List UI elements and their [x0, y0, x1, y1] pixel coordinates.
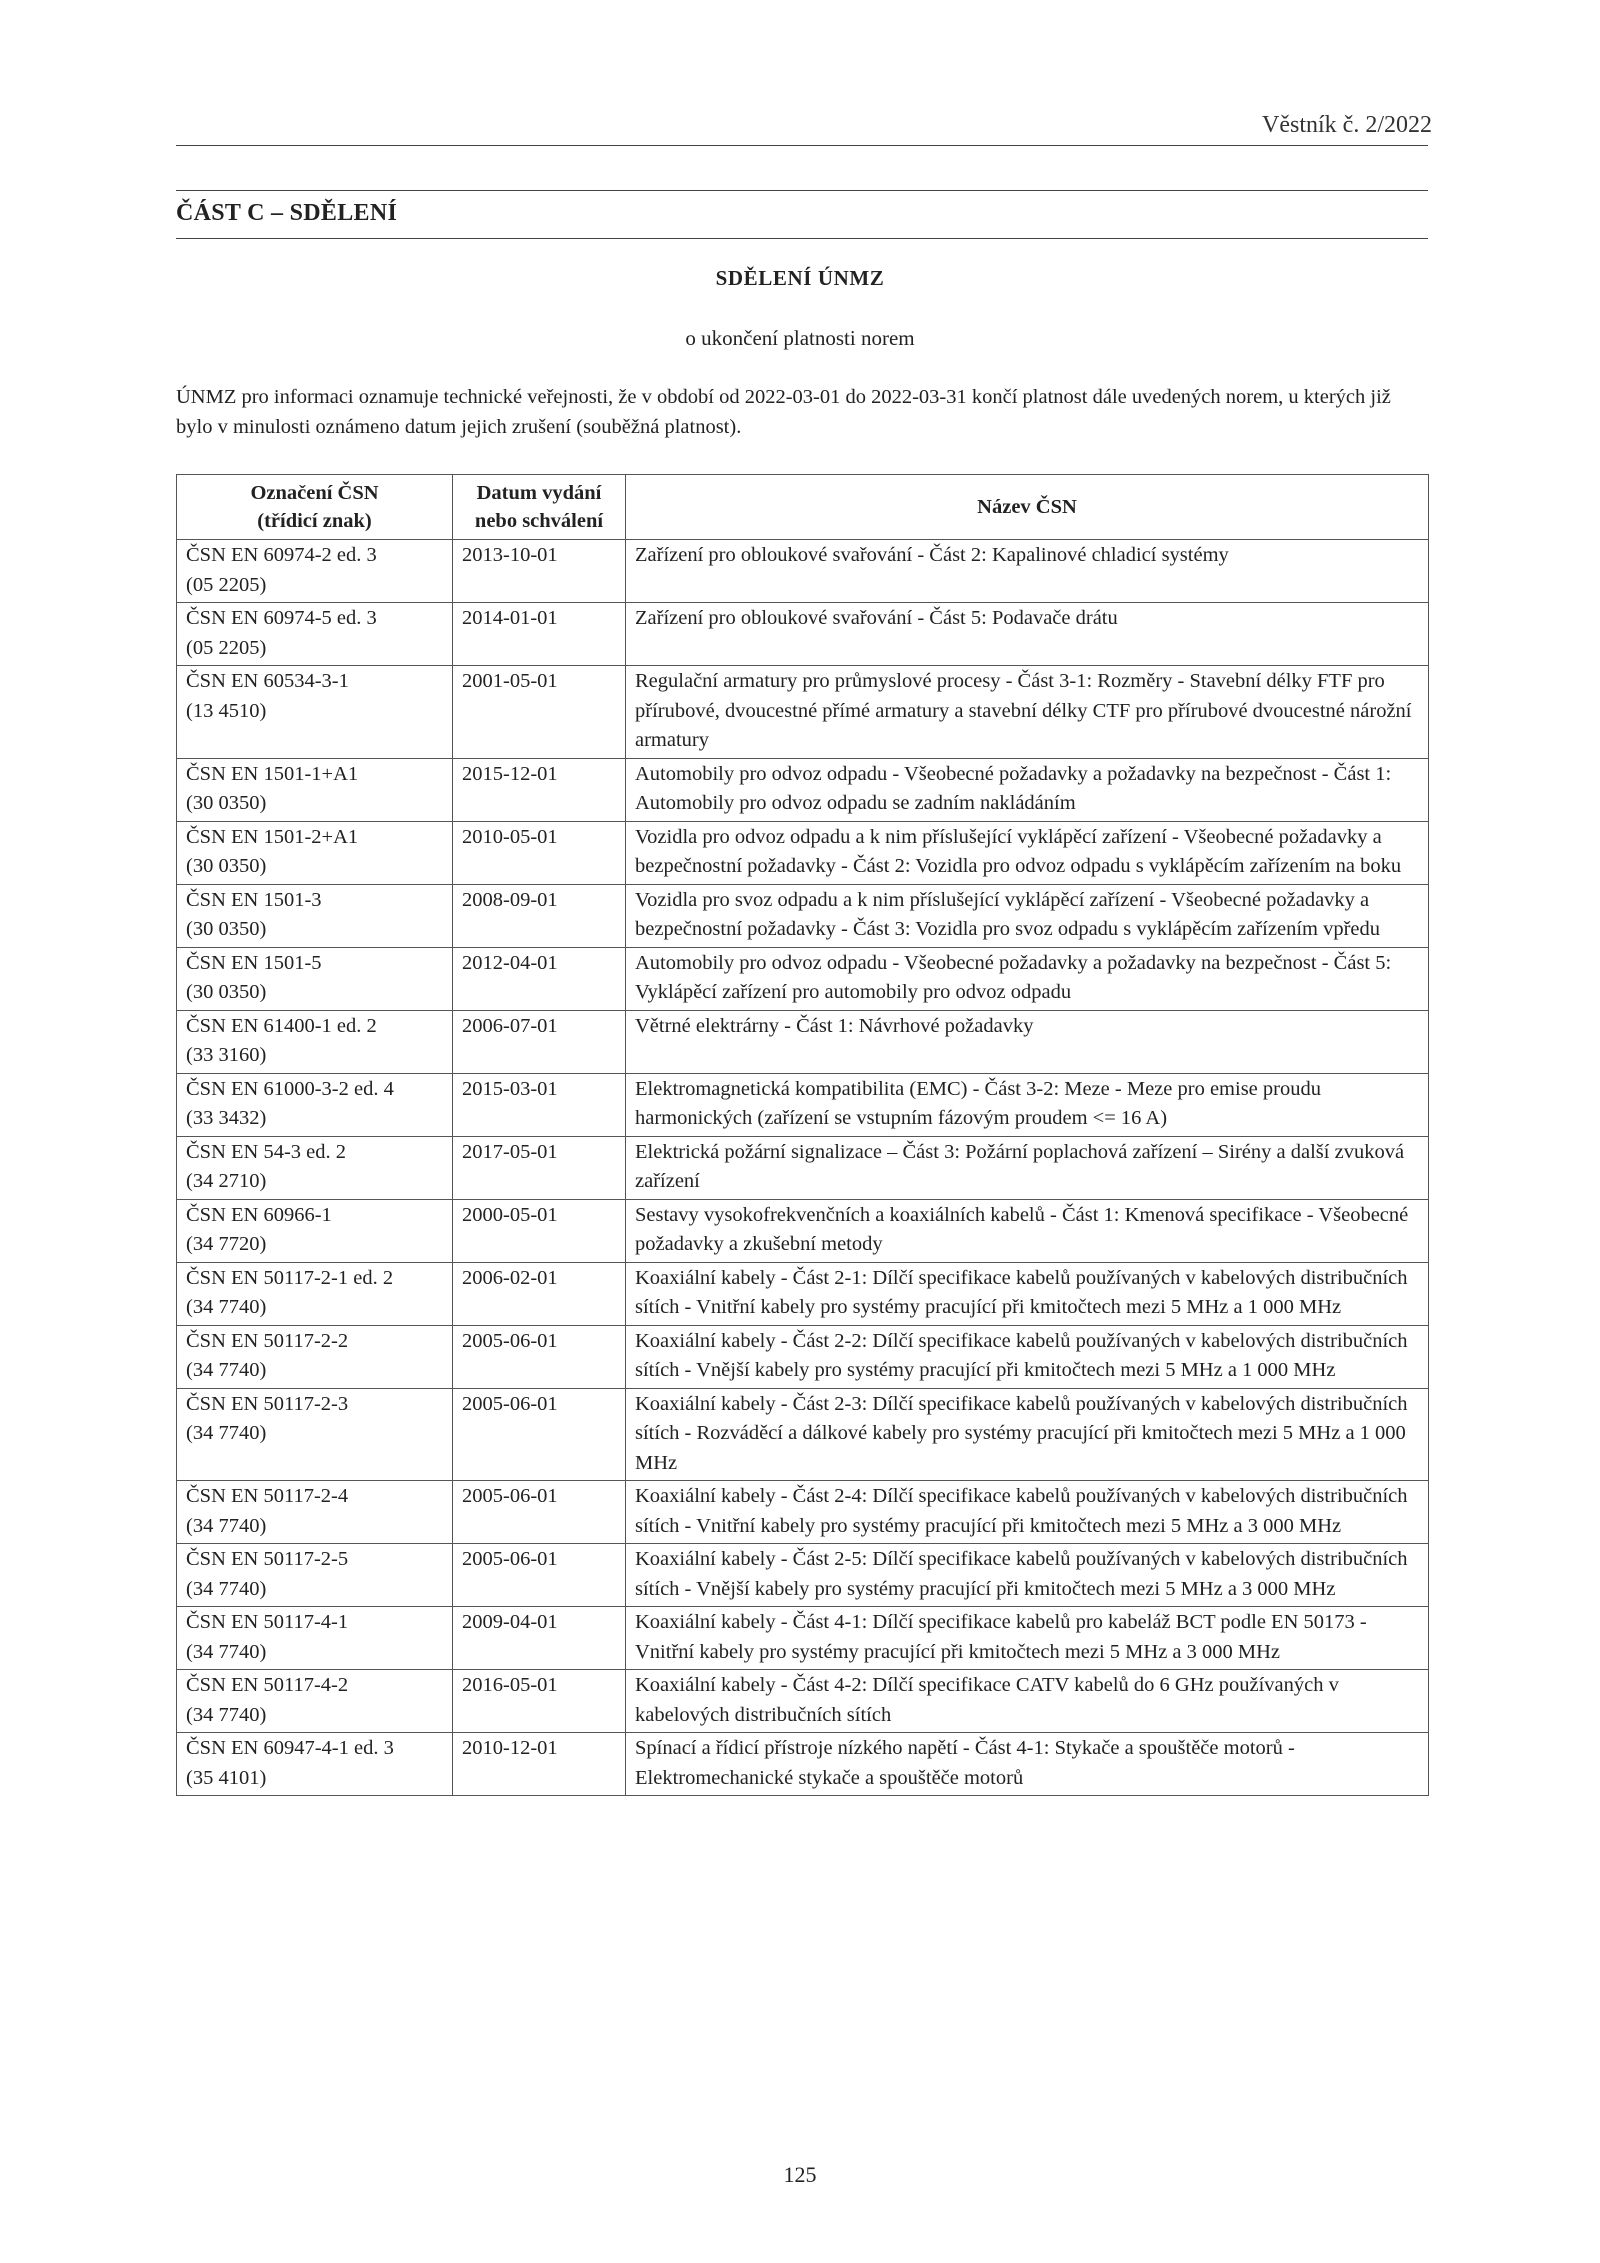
norm-title-cell: Koaxiální kabely - Část 2-1: Dílčí specifikace kabelů používaných v kabelových distribučních sítích - Vnitřní kabely pro systémy pracující při kmitočtech mezi 5 MHz a 1 000 MHz [626, 1262, 1429, 1325]
table-row [177, 1607, 1429, 1670]
table-row [177, 758, 1429, 821]
table-row [177, 666, 1429, 759]
designation-cell [177, 1607, 453, 1670]
classification-code: (05 2205) [186, 573, 267, 596]
issue-date-cell: 2015-12-01 [453, 758, 626, 821]
section-top-rule [176, 190, 1428, 191]
norm-code: ČSN EN 1501-5 [186, 951, 322, 974]
table-row [177, 1199, 1429, 1262]
norm-title-cell: Elektrická požární signalizace – Část 3: Požární poplachová zařízení – Sirény a další zvuková zařízení [626, 1136, 1429, 1199]
designation-cell [177, 1262, 453, 1325]
table-row [177, 1010, 1429, 1073]
issue-date-cell: 2012-04-01 [453, 947, 626, 1010]
norm-code: ČSN EN 60947-4-1 ed. 3 [186, 1737, 394, 1759]
norm-title-cell: Automobily pro odvoz odpadu - Všeobecné požadavky a požadavky na bezpečnost - Část 5: Vyklápěcí zařízení pro automobily pro odvoz odpadu [626, 947, 1429, 1010]
issue-date-cell: 2006-07-01 [453, 1010, 626, 1073]
header-designation-line2: (třídicí znak) [257, 510, 372, 532]
table-row [177, 1136, 1429, 1199]
norm-code: ČSN EN 1501-3 [186, 888, 322, 911]
header-rule [176, 145, 1428, 146]
norm-code: ČSN EN 50117-2-5 [186, 1548, 349, 1570]
norm-title-cell: Regulační armatury pro průmyslové procesy - Část 3-1: Rozměry - Stavební délky FTF pro přírubové, dvoucestné přímé armatury a stavební délky CTF pro přírubové dvoucestné nárožní armatury [626, 666, 1429, 759]
classification-code: (30 0350) [186, 855, 267, 877]
issue-date-cell: 2001-05-01 [453, 666, 626, 759]
classification-code: (34 7740) [186, 1359, 267, 1381]
issue-date-cell: 2005-06-01 [453, 1388, 626, 1481]
bulletin-header: Věstník č. 2/2022 [1262, 112, 1432, 138]
norm-title-cell: Zařízení pro obloukové svařování - Část 2: Kapalinové chladicí systémy [626, 540, 1429, 603]
issue-date-cell: 2013-10-01 [453, 540, 626, 603]
issue-date-cell: 2017-05-01 [453, 1136, 626, 1199]
table-row [177, 1481, 1429, 1544]
norm-title-cell: Koaxiální kabely - Část 2-5: Dílčí specifikace kabelů používaných v kabelových distribučních sítích - Vnější kabely pro systémy pracující při kmitočtech mezi 5 MHz a 3 000 MHz [626, 1544, 1429, 1607]
classification-code: (34 7740) [186, 1640, 267, 1663]
norm-code: ČSN EN 61400-1 ed. 2 [186, 1014, 377, 1037]
norm-code: ČSN EN 50117-4-2 [186, 1674, 349, 1696]
table-row [177, 1544, 1429, 1607]
page-number: 125 [783, 2162, 817, 2187]
designation-cell [177, 1733, 453, 1796]
norm-title-cell: Koaxiální kabely - Část 2-4: Dílčí specifikace kabelů používaných v kabelových distribučních sítích - Vnitřní kabely pro systémy pracující při kmitočtech mezi 5 MHz a 3 000 MHz [626, 1481, 1429, 1544]
norm-title-cell: Koaxiální kabely - Část 4-1: Dílčí specifikace kabelů pro kabeláž BCT podle EN 50173 - Vnitřní kabely pro systémy pracující při kmitočtech mezi 5 MHz a 3 000 MHz [626, 1607, 1429, 1670]
issue-date-cell: 2005-06-01 [453, 1481, 626, 1544]
table-row [177, 1073, 1429, 1136]
norm-code: ČSN EN 50117-2-4 [186, 1485, 349, 1507]
classification-code: (34 7720) [186, 1233, 267, 1255]
designation-cell [177, 821, 453, 884]
norm-title-cell: Vozidla pro odvoz odpadu a k nim příslušející vyklápěcí zařízení - Všeobecné požadavky a bezpečnostní požadavky - Část 2: Vozidla pro odvoz odpadu s vyklápěcím zařízením na boku [626, 821, 1429, 884]
header-name: Název ČSN [626, 475, 1429, 540]
designation-cell [177, 540, 453, 603]
norm-code: ČSN EN 60534-3-1 [186, 670, 349, 692]
classification-code: (34 2710) [186, 1170, 267, 1192]
norm-code: ČSN EN 61000-3-2 ed. 4 [186, 1077, 394, 1100]
table-header-row [177, 475, 1429, 540]
norm-code: ČSN EN 60974-2 ed. 3 [186, 544, 377, 566]
designation-cell [177, 666, 453, 759]
norm-title-cell: Koaxiální kabely - Část 2-2: Dílčí specifikace kabelů používaných v kabelových distribučních sítích - Vnější kabely pro systémy pracující při kmitočtech mezi 5 MHz a 1 000 MHz [626, 1325, 1429, 1388]
issue-date-cell: 2010-05-01 [453, 821, 626, 884]
norm-title-cell: Automobily pro odvoz odpadu - Všeobecné požadavky a požadavky na bezpečnost - Část 1: Automobily pro odvoz odpadu se zadním nakládáním [626, 758, 1429, 821]
issue-date-cell: 2005-06-01 [453, 1544, 626, 1607]
notice-intro: ÚNMZ pro informaci oznamuje technické veřejnosti, že v období od 2022-03-01 do 2022-03-31 končí platnost dále uvedených norem, u kterých již bylo v minulosti oznámeno datum jejich zrušení (souběžná platnost). [176, 386, 1391, 438]
norm-code: ČSN EN 50117-4-1 [186, 1611, 349, 1633]
notice-subtitle: o ukončení platnosti norem [685, 326, 915, 350]
table-row [177, 603, 1429, 666]
issue-date-cell: 2006-02-01 [453, 1262, 626, 1325]
classification-code: (34 7740) [186, 1296, 267, 1318]
header-designation [177, 475, 453, 540]
issue-date-cell: 2010-12-01 [453, 1733, 626, 1796]
norm-title-cell: Vozidla pro svoz odpadu a k nim příslušející vyklápěcí zařízení - Všeobecné požadavky a bezpečnostní požadavky - Část 3: Vozidla pro svoz odpadu s vyklápěcím zařízením vpředu [626, 884, 1429, 947]
designation-cell [177, 884, 453, 947]
norm-code: ČSN EN 1501-2+A1 [186, 825, 359, 848]
table-row [177, 1388, 1429, 1481]
header-date-line1: Datum vydání [476, 482, 602, 504]
classification-code: (35 4101) [186, 1766, 267, 1789]
table-row [177, 1670, 1429, 1733]
classification-code: (34 7740) [186, 1422, 267, 1444]
designation-cell [177, 1136, 453, 1199]
classification-code: (33 3160) [186, 1044, 267, 1066]
classification-code: (30 0350) [186, 792, 267, 814]
classification-code: (13 4510) [186, 699, 267, 722]
notice-title: SDĚLENÍ ÚNMZ [715, 266, 885, 290]
table-row [177, 1325, 1429, 1388]
norm-code: ČSN EN 60966-1 [186, 1203, 332, 1226]
designation-cell [177, 603, 453, 666]
classification-code: (33 3432) [186, 1107, 267, 1129]
designation-cell [177, 1073, 453, 1136]
table-row [177, 1733, 1429, 1796]
issue-date-cell: 2008-09-01 [453, 884, 626, 947]
issue-date-cell: 2000-05-01 [453, 1199, 626, 1262]
issue-date-cell: 2016-05-01 [453, 1670, 626, 1733]
norm-code: ČSN EN 50117-2-3 [186, 1392, 349, 1415]
table-row [177, 884, 1429, 947]
section-title: ČÁST C – SDĚLENÍ [176, 200, 398, 226]
norm-title-cell: Zařízení pro obloukové svařování - Část 5: Podavače drátu [626, 603, 1429, 666]
section-bottom-rule [176, 238, 1428, 239]
header-designation-line1: Označení ČSN [250, 482, 379, 504]
designation-cell [177, 1010, 453, 1073]
norm-title-cell: Sestavy vysokofrekvenčních a koaxiálních kabelů - Část 1: Kmenová specifikace - Všeobecné požadavky a zkušební metody [626, 1199, 1429, 1262]
designation-cell [177, 1544, 453, 1607]
table-row [177, 947, 1429, 1010]
norm-code: ČSN EN 1501-1+A1 [186, 762, 359, 785]
norm-code: ČSN EN 60974-5 ed. 3 [186, 607, 377, 629]
table-body [177, 540, 1429, 1796]
table-row [177, 821, 1429, 884]
classification-code: (34 7740) [186, 1577, 267, 1600]
norm-code: ČSN EN 54-3 ed. 2 [186, 1140, 347, 1163]
norm-title-cell: Větrné elektrárny - Část 1: Návrhové požadavky [626, 1010, 1429, 1073]
issue-date-cell: 2015-03-01 [453, 1073, 626, 1136]
issue-date-cell: 2009-04-01 [453, 1607, 626, 1670]
classification-code: (34 7740) [186, 1703, 267, 1726]
designation-cell [177, 947, 453, 1010]
issue-date-cell: 2014-01-01 [453, 603, 626, 666]
norm-title-cell: Koaxiální kabely - Část 4-2: Dílčí specifikace CATV kabelů do 6 GHz používaných v kabelových distribučních sítích [626, 1670, 1429, 1733]
norm-code: ČSN EN 50117-2-1 ed. 2 [186, 1266, 394, 1289]
designation-cell [177, 1388, 453, 1481]
table-row [177, 1262, 1429, 1325]
norm-title-cell: Elektromagnetická kompatibilita (EMC) - Část 3-2: Meze - Meze pro emise proudu harmonických (zařízení se vstupním fázovým proudem <= 16 A) [626, 1073, 1429, 1136]
designation-cell [177, 1670, 453, 1733]
classification-code: (34 7740) [186, 1514, 267, 1537]
header-date-line2: nebo schválení [474, 510, 604, 532]
classification-code: (30 0350) [186, 918, 267, 940]
norm-title-cell: Koaxiální kabely - Část 2-3: Dílčí specifikace kabelů používaných v kabelových distribučních sítích - Rozváděcí a dálkové kabely pro systémy pracující při kmitočtech mezi 5 MHz a 1 000 MHz [626, 1388, 1429, 1481]
header-date [453, 475, 626, 540]
table-row [177, 540, 1429, 603]
norm-title-cell: Spínací a řídicí přístroje nízkého napětí - Část 4-1: Stykače a spouštěče motorů - Elektromechanické stykače a spouštěče motorů [626, 1733, 1429, 1796]
classification-code: (30 0350) [186, 981, 267, 1003]
designation-cell [177, 1199, 453, 1262]
issue-date-cell: 2005-06-01 [453, 1325, 626, 1388]
norm-code: ČSN EN 50117-2-2 [186, 1329, 349, 1352]
designation-cell [177, 1481, 453, 1544]
designation-cell [177, 758, 453, 821]
norms-table [176, 474, 1429, 1796]
designation-cell [177, 1325, 453, 1388]
classification-code: (05 2205) [186, 636, 267, 659]
